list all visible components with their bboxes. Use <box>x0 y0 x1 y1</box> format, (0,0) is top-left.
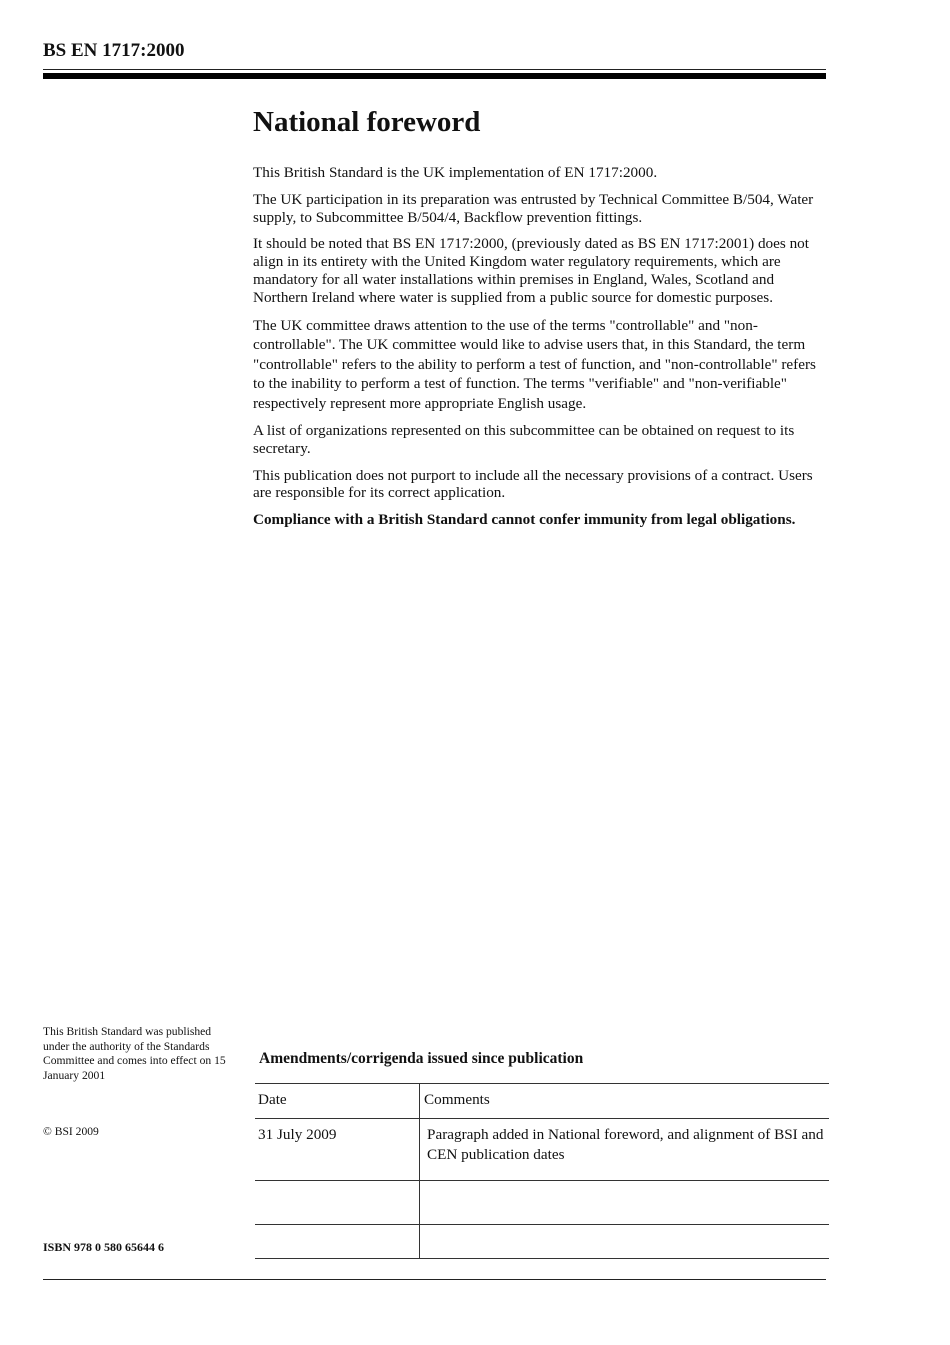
paragraph-organizations: A list of organizations represented on this subcommittee can be obtained on request to its secretary. <box>253 422 795 457</box>
header-rule-thick <box>43 73 826 79</box>
paragraph-contract: This publication does not purport to include all the necessary provisions of a contract. Users are responsible for its correct application. <box>253 466 813 502</box>
header-rule-thin <box>43 69 826 70</box>
isbn: ISBN 978 0 580 65644 6 <box>43 1240 165 1254</box>
publication-note: This British Standard was published under the authority of the Standards Committee and comes into effect on 15 January 2001 <box>43 1025 226 1082</box>
amendments-table <box>255 1083 829 1259</box>
table-row-empty <box>255 1225 829 1259</box>
document-code: BS EN 1717:2000 <box>43 40 185 61</box>
copyright-notice: © BSI 2009 <box>43 1125 99 1138</box>
footer-rule <box>43 1279 826 1280</box>
header-comments: Comments <box>420 1084 830 1119</box>
paragraph-implementation: This British Standard is the UK implementation of EN 1717:2000. <box>253 164 658 181</box>
amendment-comments: Paragraph added in National foreword, and alignment of BSI and CEN publication dates <box>420 1119 830 1181</box>
paragraph-regulatory-note: It should be noted that BS EN 1717:2000, (previously dated as BS EN 1717:2001) does not align in its entirety with the United Kingdom water regulatory requirements, which are mandatory for all water installations within premises in England, Wales, Scotland and Northern Ireland where water is supplied from a public source for domestic purposes. <box>253 235 809 306</box>
header-date: Date <box>255 1084 420 1119</box>
page-title: National foreword <box>253 106 481 138</box>
paragraph-compliance: Compliance with a British Standard cannot confer immunity from legal obligations. <box>253 511 796 529</box>
paragraph-participation: The UK participation in its preparation was entrusted by Technical Committee B/504, Water supply, to Subcommittee B/504/4, Backflow prevention fittings. <box>253 190 814 226</box>
table-header-row <box>255 1084 829 1119</box>
foreword-body <box>253 164 828 538</box>
amendments-title: Amendments/corrigenda issued since publication <box>259 1050 584 1067</box>
amendment-date: 31 July 2009 <box>255 1119 420 1181</box>
paragraph-terminology: The UK committee draws attention to the use of the terms "controllable" and "non-controllable". The UK committee would like to advise users that, in this Standard, the term "controllable" refers to the ability to perform a test of function, and "non-controllable" refers to the inability to perform a test of function. The terms "verifiable" and "non-verifiable" respectively represent more appropriate English usage. <box>253 316 816 412</box>
table-row-empty <box>255 1181 829 1225</box>
table-row <box>255 1119 829 1181</box>
